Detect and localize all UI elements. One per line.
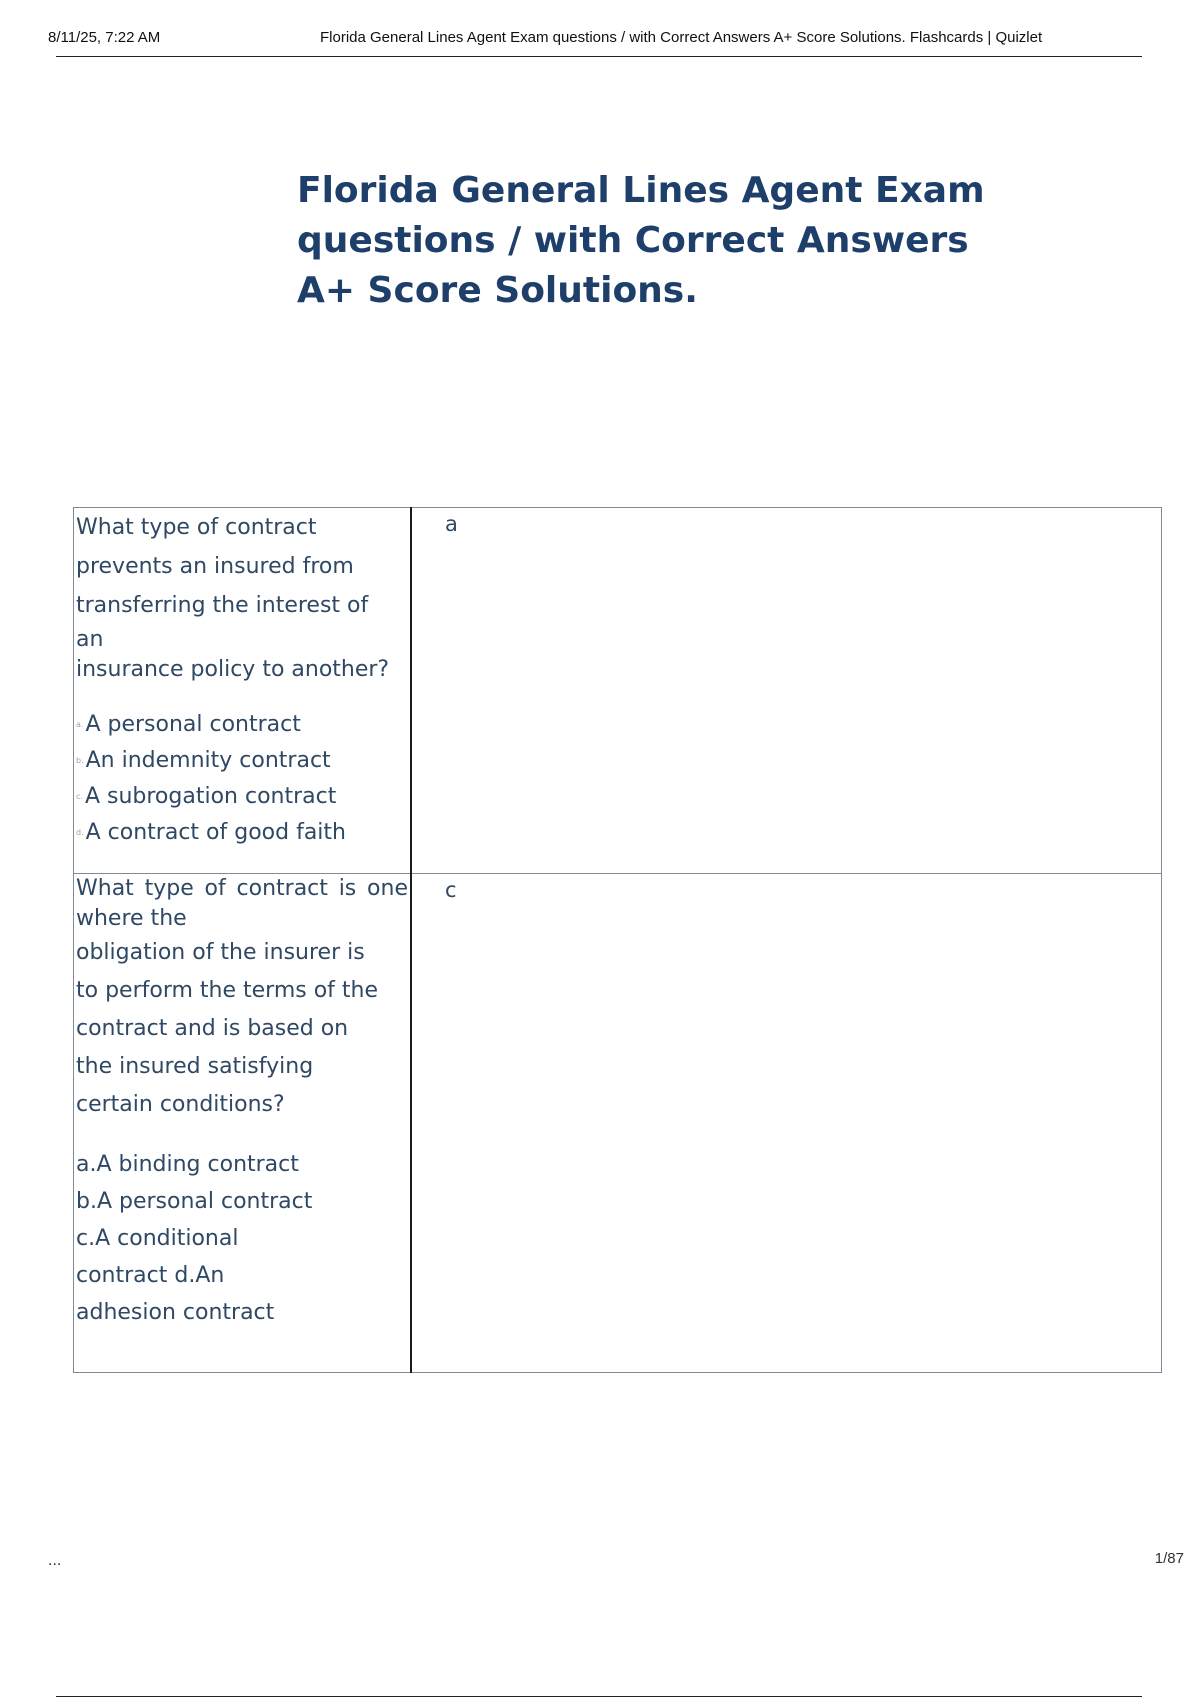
option-text: adhesion contract: [76, 1300, 275, 1325]
option-item: [76, 815, 410, 851]
question-text: [74, 508, 410, 685]
answer-options: [74, 707, 410, 851]
option-marker: a.: [76, 720, 84, 729]
print-header: [48, 29, 1142, 57]
option-text: An indemnity contract: [85, 748, 331, 773]
option-item: [76, 1294, 410, 1331]
option-marker: c.: [76, 792, 83, 801]
print-date: 8/11/25, 7:22 AM: [48, 29, 161, 46]
question-text: [74, 874, 410, 1124]
option-text: A subrogation contract: [84, 784, 337, 809]
table-row: [74, 508, 1162, 874]
question-line: insurance policy to another?: [76, 657, 390, 682]
option-item: [76, 1183, 410, 1220]
question-line: What type of contract is one where the: [76, 876, 408, 931]
option-item: [76, 707, 410, 743]
question-line: transferring the interest of: [76, 593, 369, 618]
question-line: certain conditions?: [76, 1092, 285, 1117]
option-item: [76, 1220, 410, 1257]
question-line: contract and is based on: [76, 1016, 349, 1041]
option-text: A contract of good faith: [85, 820, 346, 845]
option-text: contract d.An: [76, 1263, 225, 1288]
option-text: c.A conditional: [76, 1226, 239, 1251]
option-item: [76, 1146, 410, 1183]
ellipsis-marker: ...: [48, 1552, 62, 1569]
question-line: What type of contract: [76, 515, 317, 540]
option-marker: d.: [76, 828, 84, 837]
question-line: obligation of the insurer is: [76, 940, 365, 965]
option-item: [76, 1257, 410, 1294]
question-line: to perform the terms of the: [76, 978, 379, 1003]
option-marker: b.: [76, 756, 84, 765]
answer-cell: [411, 874, 1162, 1373]
option-item: [76, 779, 410, 815]
option-item: [76, 743, 410, 779]
footer-divider: [56, 1696, 1142, 1697]
option-text: A personal contract: [85, 712, 301, 737]
question-line: the insured satisfying: [76, 1054, 314, 1079]
option-text: a.A binding contract: [76, 1152, 299, 1177]
answer-text: c: [445, 878, 457, 902]
flashcard-table: [73, 507, 1162, 1373]
answer-text: a: [445, 512, 458, 536]
page-number: 1/87: [1154, 1550, 1184, 1567]
question-line: prevents an insured from: [76, 554, 354, 579]
answer-cell: [411, 508, 1162, 874]
question-line: an: [76, 627, 104, 652]
option-text: b.A personal contract: [76, 1189, 313, 1214]
answer-options: [74, 1146, 410, 1331]
header-divider: [56, 56, 1142, 57]
question-cell: [74, 508, 412, 874]
print-page-title: Florida General Lines Agent Exam questions / with Correct Answers A+ Score Solutions. Flashcards | Quizlet: [320, 29, 1043, 46]
document-title: Florida General Lines Agent Exam questions / with Correct Answers A+ Score Solutions.: [297, 170, 985, 311]
question-cell: [74, 874, 412, 1373]
table-row: [74, 874, 1162, 1373]
